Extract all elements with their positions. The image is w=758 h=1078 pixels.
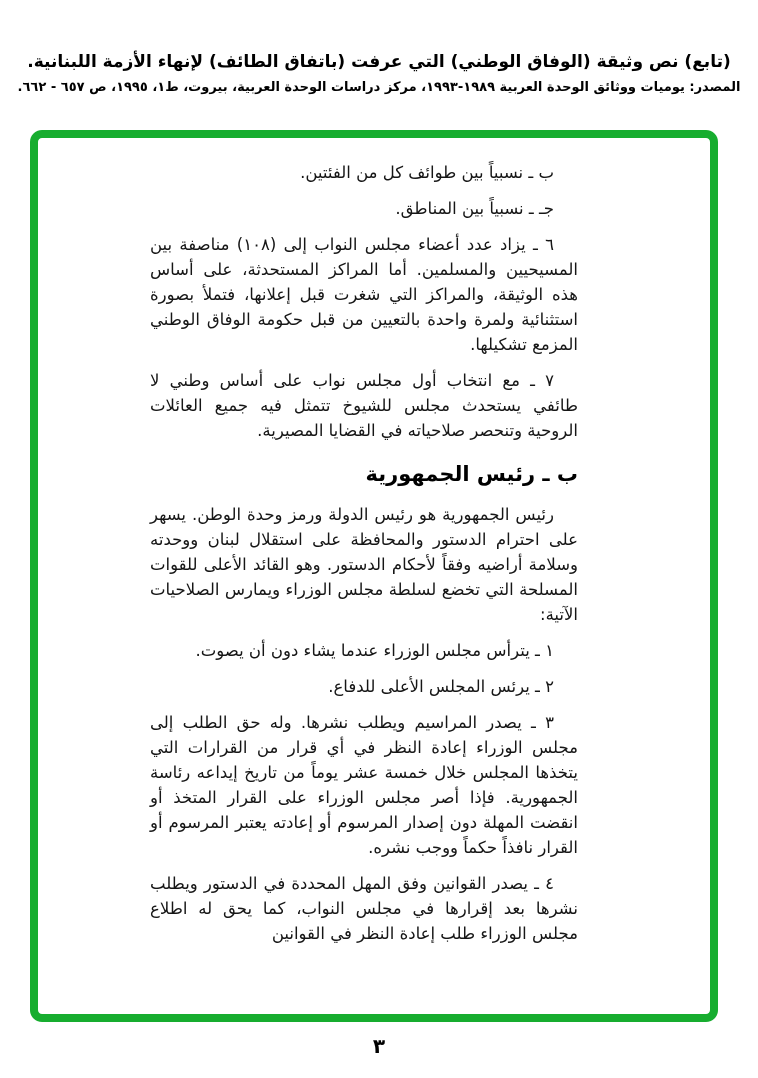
list-item-1: ١ ـ يترأس مجلس الوزراء عندما يشاء دون أن يصوت. bbox=[195, 641, 554, 660]
list-item-2: ٢ ـ يرئس المجلس الأعلى للدفاع. bbox=[328, 677, 554, 696]
document-body bbox=[150, 160, 578, 957]
list-item-j: جـ ـ نسبياً بين المناطق. bbox=[395, 199, 554, 218]
green-border-frame bbox=[30, 130, 718, 1022]
document-header bbox=[0, 50, 758, 97]
document-source-line: المصدر: يوميات ووثائق الوحدة العربية ١٩٨٩-١٩٩٣، مركز دراسات الوحدة العربية، بيروت، ط١، ١٩٩٥، ص ٦٥٧ - ٦٦٢. bbox=[17, 80, 741, 95]
list-item-7: ٧ ـ مع انتخاب أول مجلس نواب على أساس وطني لا طائفي يستحدث مجلس للشيوخ تتمثل فيه جميع العائلات الروحية وتنحصر صلاحياته في القضايا المصيرية. bbox=[150, 371, 578, 440]
paragraph-president-intro: رئيس الجمهورية هو رئيس الدولة ورمز وحدة الوطن. يسهر على احترام الدستور والمحافظة على استقلال لبنان ووحدته وسلامة أراضيه وفقاً لأحكام الدستور. وهو القائد الأعلى للقوات المسلحة التي تخضع لسلطة مجلس الوزراء ويمارس الصلاحيات الآتية: bbox=[150, 505, 578, 624]
list-item-b: ب ـ نسبياً بين طوائف كل من الفئتين. bbox=[300, 163, 554, 182]
document-title: (تابع) نص وثيقة (الوفاق الوطني) التي عرفت (باتفاق الطائف) لإنهاء الأزمة اللبنانية. bbox=[27, 52, 731, 72]
list-item-4: ٤ ـ يصدر القوانين وفق المهل المحددة في الدستور ويطلب نشرها بعد إقرارها في مجلس النواب، كما يحق له اطلاع مجلس الوزراء طلب إعادة النظر في القوانين bbox=[150, 874, 578, 943]
section-heading-president: ب ـ رئيس الجمهورية bbox=[365, 462, 578, 486]
list-item-3: ٣ ـ يصدر المراسيم ويطلب نشرها. وله حق الطلب إلى مجلس الوزراء إعادة النظر في أي قرار من القرارات التي يتخذها المجلس خلال خمسة عشر يوماً من تاريخ إيداعه رئاسة الجمهورية. فإذا أصر مجلس الوزراء على القرار المتخذ أو انقضت المهلة دون إصدار المرسوم أو إعادته يعتبر المرسوم أو القرار نافذاً حكماً ووجب نشره. bbox=[150, 713, 578, 857]
page-number: ٣ bbox=[372, 1034, 386, 1058]
list-item-6: ٦ ـ يزاد عدد أعضاء مجلس النواب إلى (١٠٨) مناصفة بين المسيحيين والمسلمين. أما المراكز المستحدثة، على أساس هذه الوثيقة، والمراكز التي شغرت قبل إعلانها، فتملأ بصورة استثنائية ولمرة واحدة بالتعيين من قبل حكومة الوفاق الوطني المزمع تشكيلها. bbox=[150, 235, 578, 354]
